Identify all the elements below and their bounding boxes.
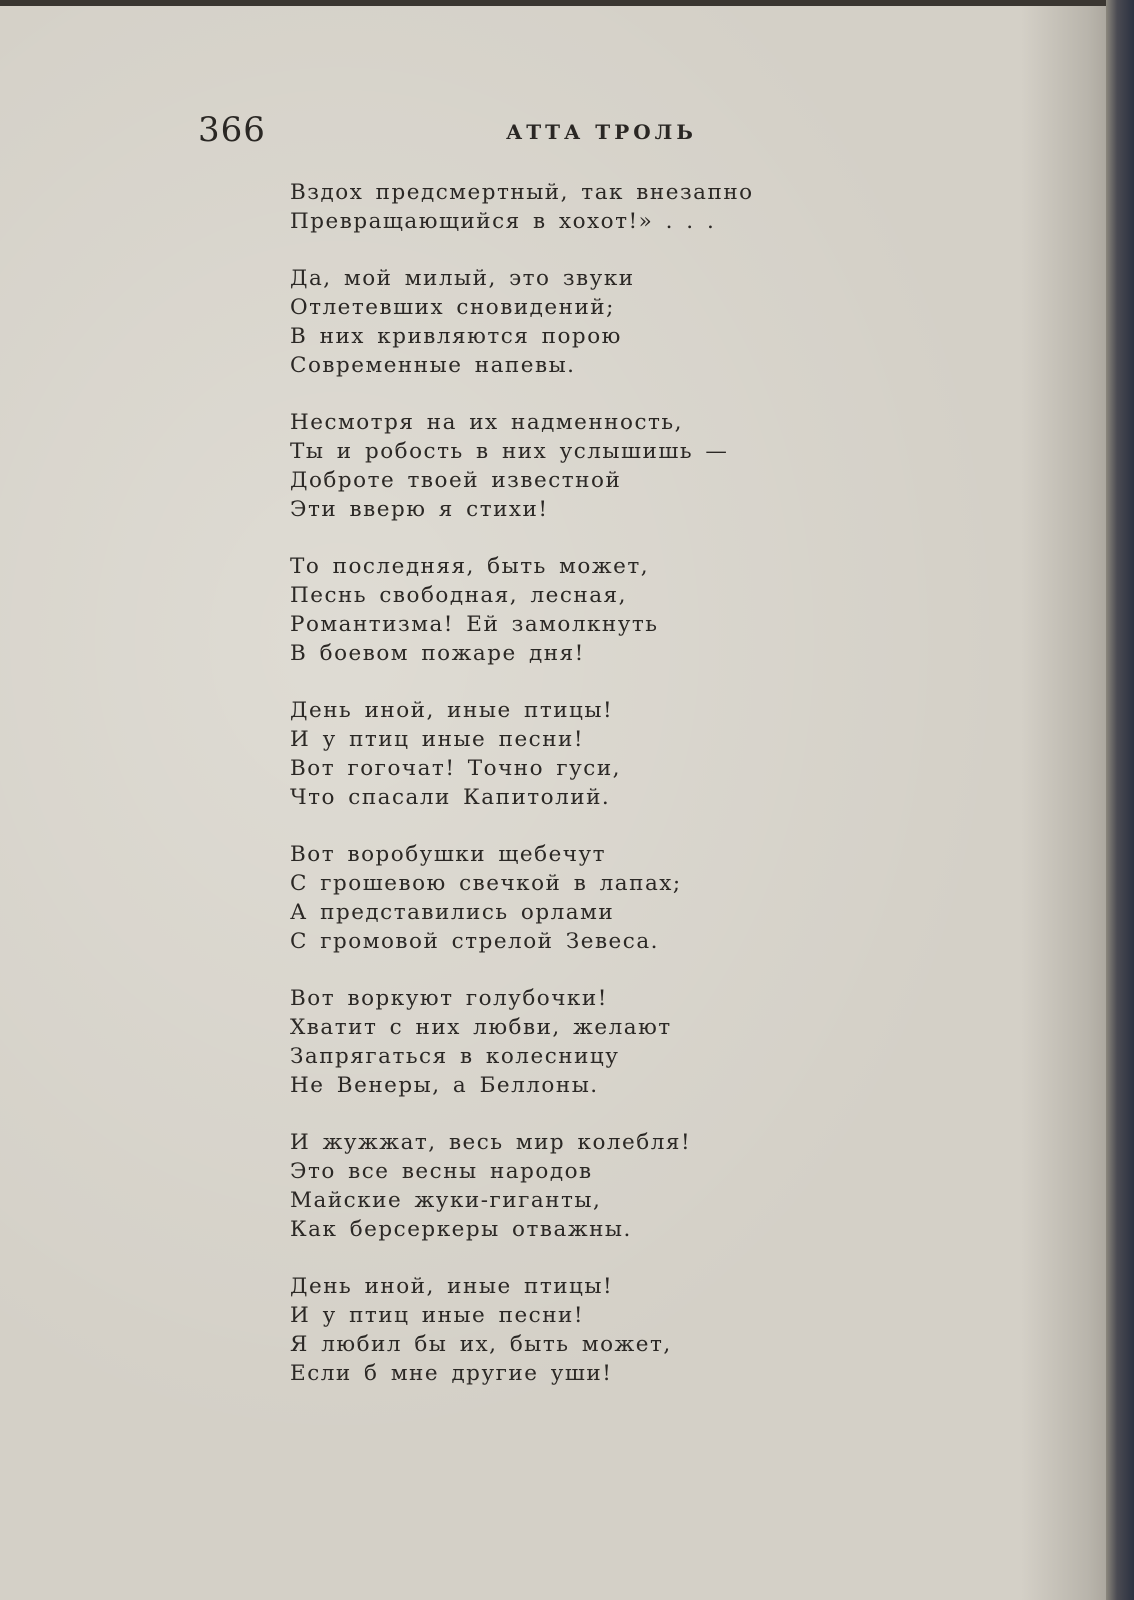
poem-line: С грошевою свечкой в лапах; bbox=[290, 871, 682, 896]
stanza bbox=[290, 264, 790, 380]
poem-line: И у птиц иные песни! bbox=[290, 1303, 585, 1328]
stanza bbox=[290, 984, 790, 1100]
poem-line: Хватит с них любви, желают bbox=[290, 1015, 672, 1040]
poem-text bbox=[290, 178, 790, 1416]
poem-line: В боевом пожаре дня! bbox=[290, 641, 585, 666]
page-number: 366 bbox=[198, 110, 266, 150]
stanza bbox=[290, 552, 790, 668]
poem-line: А представились орлами bbox=[290, 900, 615, 925]
running-title: АТТА ТРОЛЬ bbox=[506, 120, 697, 144]
poem-line: Отлетевших сновидений; bbox=[290, 295, 615, 320]
poem-line: Превращающийся в хохот!» . . . bbox=[290, 209, 716, 234]
poem-line: Эти вверю я стихи! bbox=[290, 497, 549, 522]
page-top-edge bbox=[0, 0, 1134, 6]
book-spine bbox=[1106, 0, 1134, 1600]
poem-line: И у птиц иные песни! bbox=[290, 727, 585, 752]
poem-line: Я любил бы их, быть может, bbox=[290, 1332, 672, 1357]
poem-line: Вот воробушки щебечут bbox=[290, 842, 607, 867]
poem-line: То последняя, быть может, bbox=[290, 554, 650, 579]
poem-line: Современные напевы. bbox=[290, 353, 576, 378]
poem-line: Как берсеркеры отважны. bbox=[290, 1217, 632, 1242]
stanza bbox=[290, 696, 790, 812]
poem-line: Запрягаться в колесницу bbox=[290, 1044, 620, 1069]
poem-line: С громовой стрелой Зевеса. bbox=[290, 929, 659, 954]
poem-line: Несмотря на их надменность, bbox=[290, 410, 683, 435]
poem-line: И жужжат, весь мир колебля! bbox=[290, 1130, 692, 1155]
poem-line: Доброте твоей известной bbox=[290, 468, 622, 493]
poem-line: Майские жуки-гиганты, bbox=[290, 1188, 602, 1213]
poem-line: В них кривляются порою bbox=[290, 324, 622, 349]
stanza bbox=[290, 1272, 790, 1388]
stanza bbox=[290, 178, 790, 236]
poem-line: День иной, иные птицы! bbox=[290, 1274, 614, 1299]
stanza bbox=[290, 1128, 790, 1244]
poem-line: Романтизма! Ей замолкнуть bbox=[290, 612, 659, 637]
poem-line: Не Венеры, а Беллоны. bbox=[290, 1073, 599, 1098]
poem-line: Вот воркуют голубочки! bbox=[290, 986, 608, 1011]
poem-line: Песнь свободная, лесная, bbox=[290, 583, 627, 608]
poem-line: Вздох предсмертный, так внезапно bbox=[290, 180, 754, 205]
poem-line: День иной, иные птицы! bbox=[290, 698, 614, 723]
poem-line: Вот гогочат! Точно гуси, bbox=[290, 756, 622, 781]
stanza bbox=[290, 408, 790, 524]
poem-line: Если б мне другие уши! bbox=[290, 1361, 613, 1386]
stanza bbox=[290, 840, 790, 956]
poem-line: Да, мой милый, это звуки bbox=[290, 266, 635, 291]
poem-line: Это все весны народов bbox=[290, 1159, 593, 1184]
poem-line: Ты и робость в них услышишь — bbox=[290, 439, 729, 464]
poem-line: Что спасали Капитолий. bbox=[290, 785, 611, 810]
